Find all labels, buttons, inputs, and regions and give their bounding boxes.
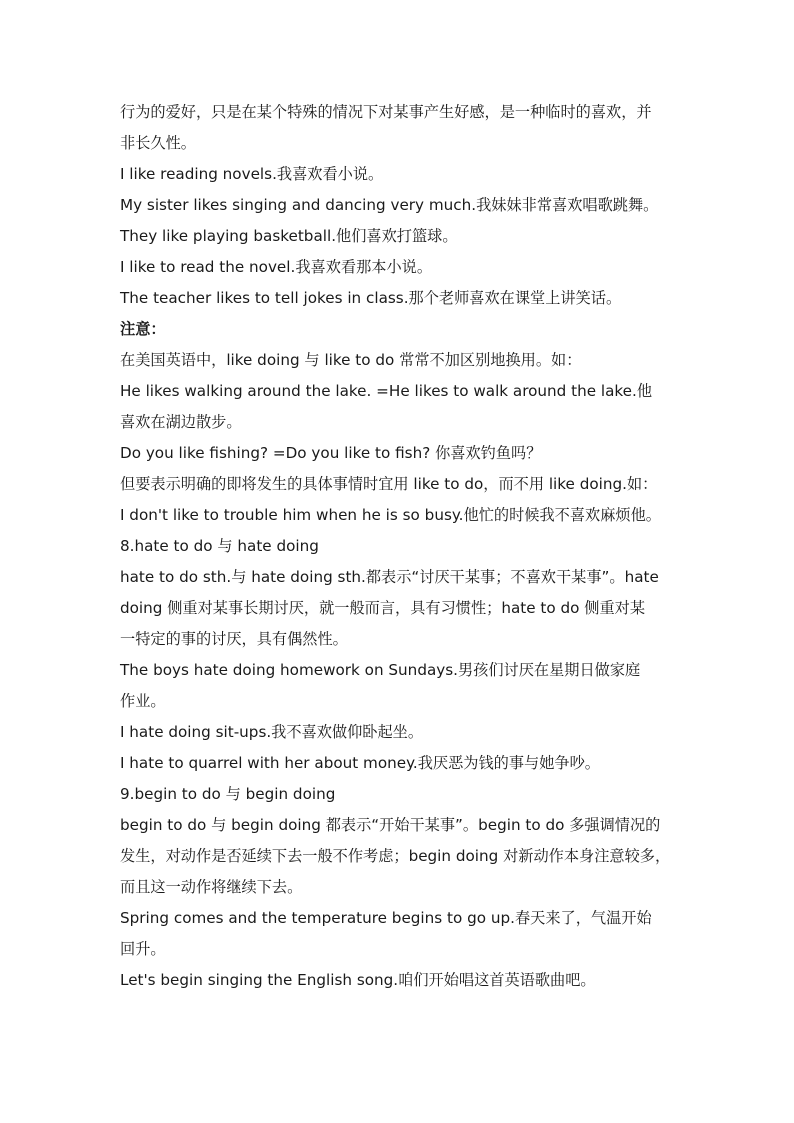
text-line: 作业。 — [120, 692, 166, 710]
text-line: 行为的爱好，只是在某个特殊的情况下对某事产生好感，是一种临时的喜欢，并 — [120, 103, 652, 121]
example-sentence: I like to read the novel.我喜欢看那本小说。 — [120, 258, 433, 276]
example-sentence: He likes walking around the lake. =He likes to walk around the lake.他 — [120, 382, 653, 400]
text-line: 一特定的事的讨厌，具有偶然性。 — [120, 630, 348, 648]
text-line: 在美国英语中，like doing 与 like to do 常常不加区别地换用。如： — [120, 351, 582, 369]
example-sentence: They like playing basketball.他们喜欢打篮球。 — [120, 227, 458, 245]
section-heading: 9.begin to do 与 begin doing — [120, 785, 336, 803]
example-sentence: The teacher likes to tell jokes in class.那个老师喜欢在课堂上讲笑话。 — [120, 289, 622, 307]
example-sentence: Do you like fishing? =Do you like to fish? 你喜欢钓鱼吗？ — [120, 444, 542, 462]
example-sentence: I hate doing sit-ups.我不喜欢做仰卧起坐。 — [120, 723, 424, 741]
text-line: hate to do sth.与 hate doing sth.都表示“讨厌干某事；不喜欢干某事”。hate — [120, 568, 659, 586]
document-page — [120, 97, 685, 996]
text-line: doing 侧重对某事长期讨厌，就一般而言，具有习惯性；hate to do 侧重对某 — [120, 599, 646, 617]
example-sentence: I don't like to trouble him when he is so busy.他忙的时候我不喜欢麻烦他。 — [120, 506, 661, 524]
example-sentence: I like reading novels.我喜欢看小说。 — [120, 165, 384, 183]
text-line: 非长久性。 — [120, 134, 196, 152]
example-sentence: I hate to quarrel with her about money.我厌恶为钱的事与她争吵。 — [120, 754, 600, 772]
text-line: 回升。 — [120, 940, 166, 958]
text-line: 而且这一动作将继续下去。 — [120, 878, 303, 896]
text-line: 发生，对动作是否延续下去一般不作考虑；begin doing 对新动作本身注意较多， — [120, 847, 671, 865]
section-heading: 8.hate to do 与 hate doing — [120, 537, 319, 555]
example-sentence: Let's begin singing the English song.咱们开始唱这首英语歌曲吧。 — [120, 971, 596, 989]
example-sentence: The boys hate doing homework on Sundays.男孩们讨厌在星期日做家庭 — [120, 661, 641, 679]
example-sentence: Spring comes and the temperature begins to go up.春天来了，气温开始 — [120, 909, 652, 927]
text-line: 喜欢在湖边散步。 — [120, 413, 242, 431]
example-sentence: My sister likes singing and dancing very much.我妹妹非常喜欢唱歌跳舞。 — [120, 196, 659, 214]
text-line: begin to do 与 begin doing 都表示“开始干某事”。begin to do 多强调情况的 — [120, 816, 661, 834]
text-line: 但要表示明确的即将发生的具体事情时宜用 like to do，而不用 like doing.如： — [120, 475, 658, 493]
note-heading: 注意： — [120, 320, 166, 338]
